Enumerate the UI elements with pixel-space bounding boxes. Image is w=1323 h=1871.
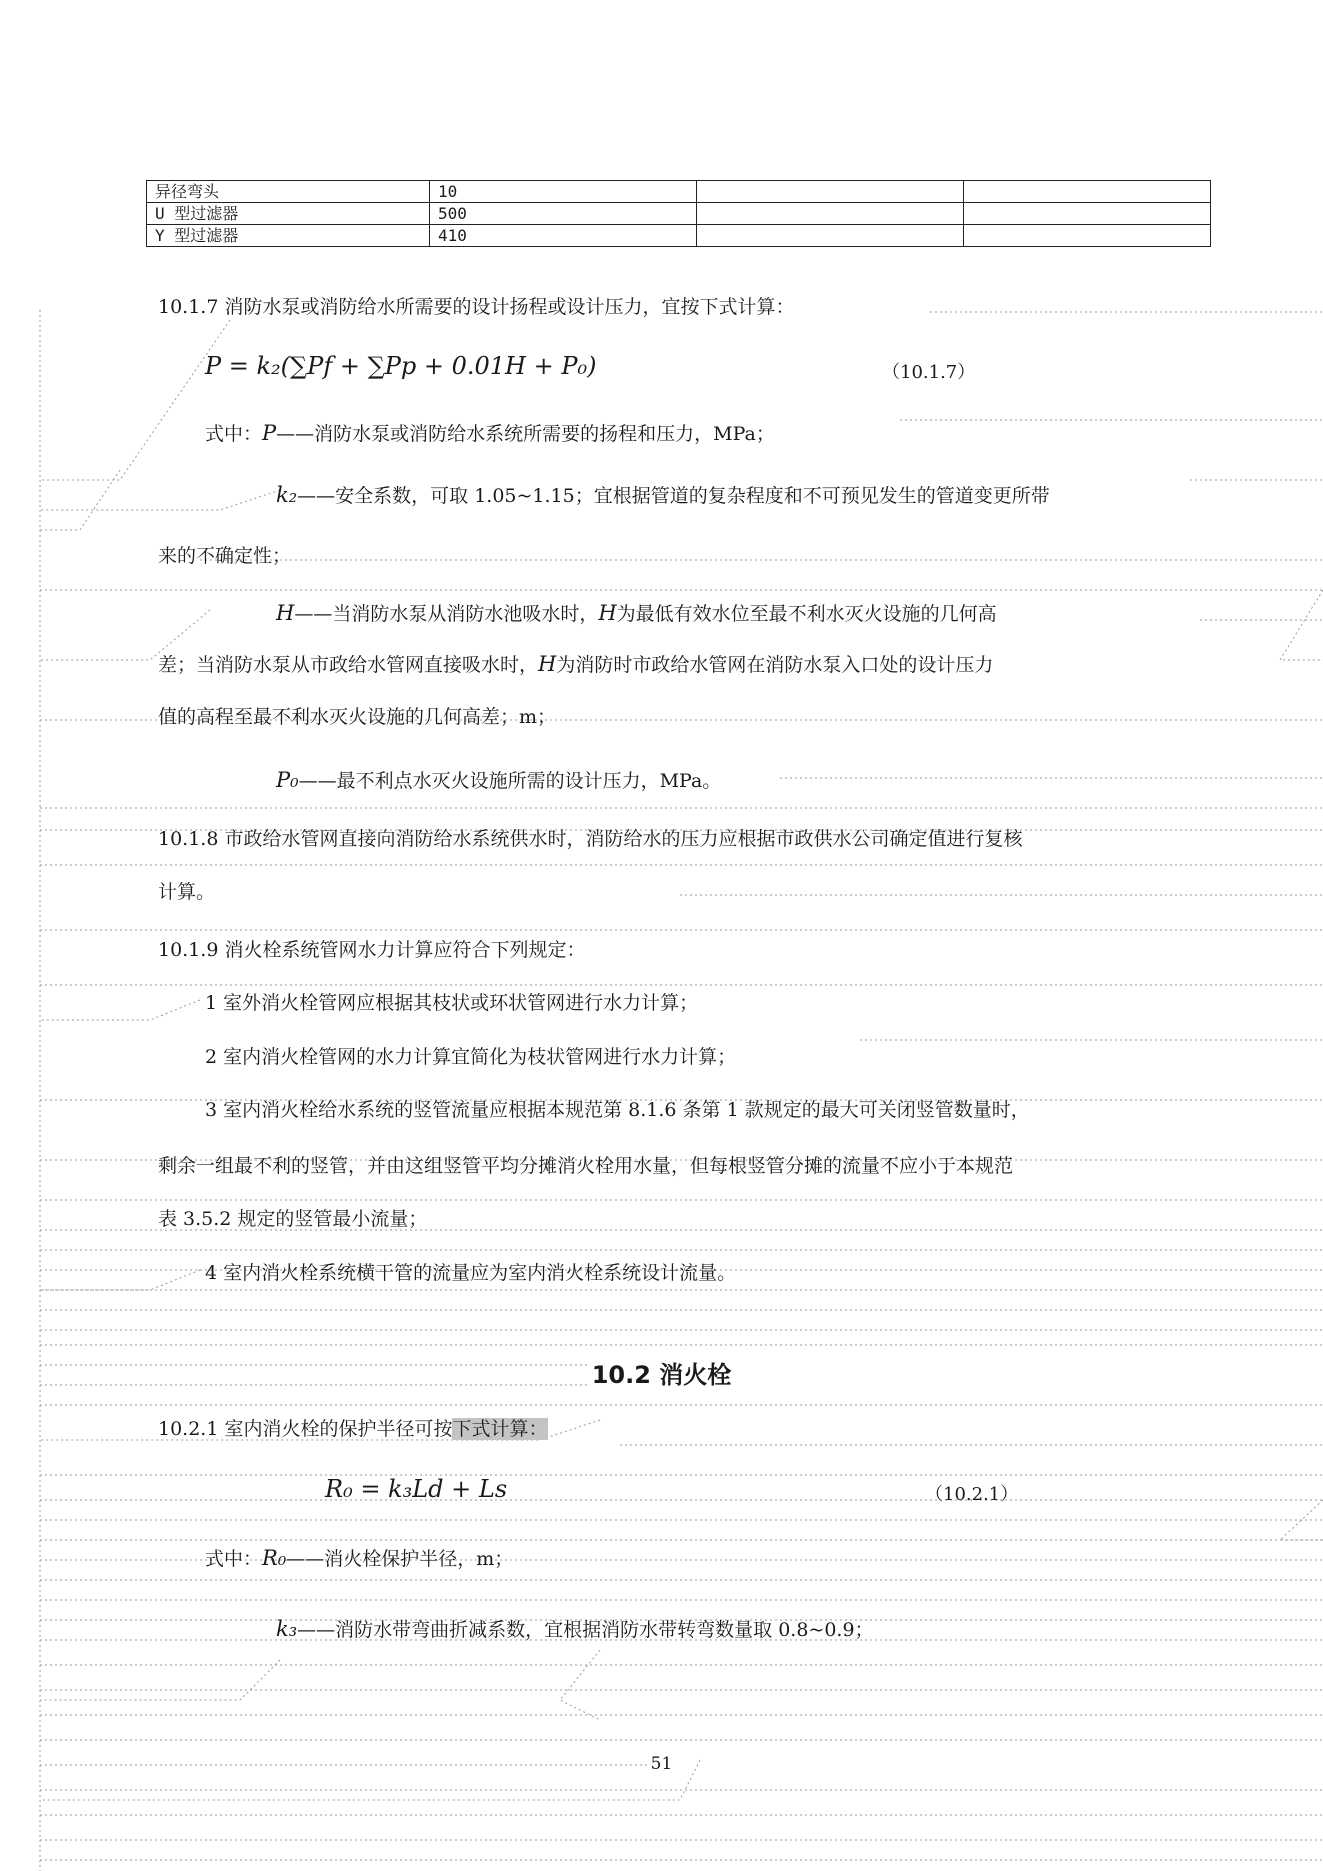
clause-10-1-9-item-1: 1 室外消火栓管网应根据其枝状或环状管网进行水力计算； [205, 992, 699, 1014]
table-row [147, 225, 1211, 247]
symbol-k3-description: ——消防水带弯曲折减系数，宜根据消防水带转弯数量取 0.8~0.9； [297, 1619, 874, 1641]
where-line-h-3: 值的高程至最不利水灭火设施的几何高差；m； [158, 706, 557, 728]
clause-10-1-7-heading: 10.1.7 消防水泵或消防给水所需要的设计扬程或设计压力，宜按下式计算： [158, 296, 795, 318]
symbol-h: H [538, 652, 557, 676]
pipe-fitting-table [146, 180, 1211, 247]
clause-10-1-9-item-3-cont: 剩余一组最不利的竖管，并由这组竖管平均分摊消火栓用水量，但每根竖管分摊的流量不应小于本规范 [158, 1155, 1014, 1177]
clause-10-1-9-heading: 10.1.9 消火栓系统管网水力计算应符合下列规定： [158, 939, 586, 961]
symbol-k3: k₃ [276, 1617, 298, 1641]
symbol-h: H [276, 601, 295, 625]
where-label: 式中： [205, 1548, 263, 1570]
where-line-p0 [276, 767, 721, 794]
table-cell [964, 181, 1211, 203]
table-cell: 500 [430, 203, 697, 225]
page-number: 51 [650, 1754, 673, 1774]
formula-10-2-1: R₀ = k₃L𝑑 + L𝑠 [325, 1475, 508, 1503]
where-line-h [276, 600, 997, 627]
highlighted-text: 下式计算： [452, 1418, 548, 1440]
symbol-h-description: ——当消防水泵从消防水池吸水时， [294, 603, 599, 625]
clause-10-1-9-item-4: 4 室内消火栓系统横干管的流量应为室内消火栓系统设计流量。 [205, 1262, 737, 1284]
symbol-p-description: ——消防水泵或消防给水系统所需要的扬程和压力，MPa； [276, 423, 775, 445]
symbol-h-description-cont: 为最低有效水位至最不利水灭火设施的几何高 [616, 603, 997, 625]
symbol-p: P [262, 421, 277, 445]
section-title: 10.2 消火栓 [591, 1361, 732, 1389]
clause-10-1-9-item-3: 3 室内消火栓给水系统的竖管流量应根据本规范第 8.1.6 条第 1 款规定的最大可关闭竖管数量时， [205, 1099, 1030, 1121]
where-line-r0 [205, 1545, 513, 1572]
table-cell [964, 203, 1211, 225]
table-cell: 10 [430, 181, 697, 203]
table-row [147, 203, 1211, 225]
text-span: 为消防时市政给水管网在消防水泵入口处的设计压力 [556, 654, 994, 676]
symbol-k2-description: ——安全系数，可取 1.05~1.15；宜根据管道的复杂程度和不可预见发生的管道变更所带 [297, 485, 1050, 507]
symbol-p0-description: ——最不利点水灭火设施所需的设计压力，MPa。 [298, 770, 722, 792]
where-line-h-2 [158, 651, 993, 678]
clause-10-2-1-heading [158, 1416, 548, 1442]
table-cell: Y 型过滤器 [147, 225, 430, 247]
where-line-p [205, 420, 775, 447]
table-cell [697, 203, 964, 225]
table-cell: 410 [430, 225, 697, 247]
equation-number-10-2-1: （10.2.1） [925, 1484, 1019, 1505]
symbol-k2: k₂ [276, 483, 298, 507]
table-cell [964, 225, 1211, 247]
clause-10-1-9-item-3-cont2: 表 3.5.2 规定的竖管最小流量； [158, 1208, 428, 1230]
table-cell [697, 225, 964, 247]
where-line-k2 [276, 482, 1050, 509]
equation-number-10-1-7: （10.1.7） [882, 362, 976, 383]
symbol-r0: R₀ [262, 1546, 287, 1570]
where-line-k2-cont: 来的不确定性； [158, 545, 292, 567]
text-span: 差；当消防水泵从市政给水管网直接吸水时， [158, 654, 539, 676]
symbol-h: H [598, 601, 617, 625]
table-cell: U 型过滤器 [147, 203, 430, 225]
formula-10-1-7: P = k₂(∑P𝑓 + ∑P𝑝 + 0.01H + P₀) [205, 352, 597, 380]
table-row [147, 181, 1211, 203]
clause-10-1-8-line1: 10.1.8 市政给水管网直接向消防给水系统供水时，消防给水的压力应根据市政供水公司确定值进行复核 [158, 828, 1023, 850]
clause-10-1-8-line2: 计算。 [158, 881, 216, 903]
symbol-r0-description: ——消火栓保护半径，m； [286, 1548, 514, 1570]
clause-10-1-9-item-2: 2 室内消火栓管网的水力计算宜简化为枝状管网进行水力计算； [205, 1046, 737, 1068]
table-cell: 异径弯头 [147, 181, 430, 203]
symbol-p0: P₀ [276, 768, 299, 792]
table-cell [697, 181, 964, 203]
where-line-k3 [276, 1616, 874, 1643]
where-label: 式中： [205, 423, 263, 445]
text-span: 10.2.1 室内消火栓的保护半径可按 [158, 1418, 453, 1440]
